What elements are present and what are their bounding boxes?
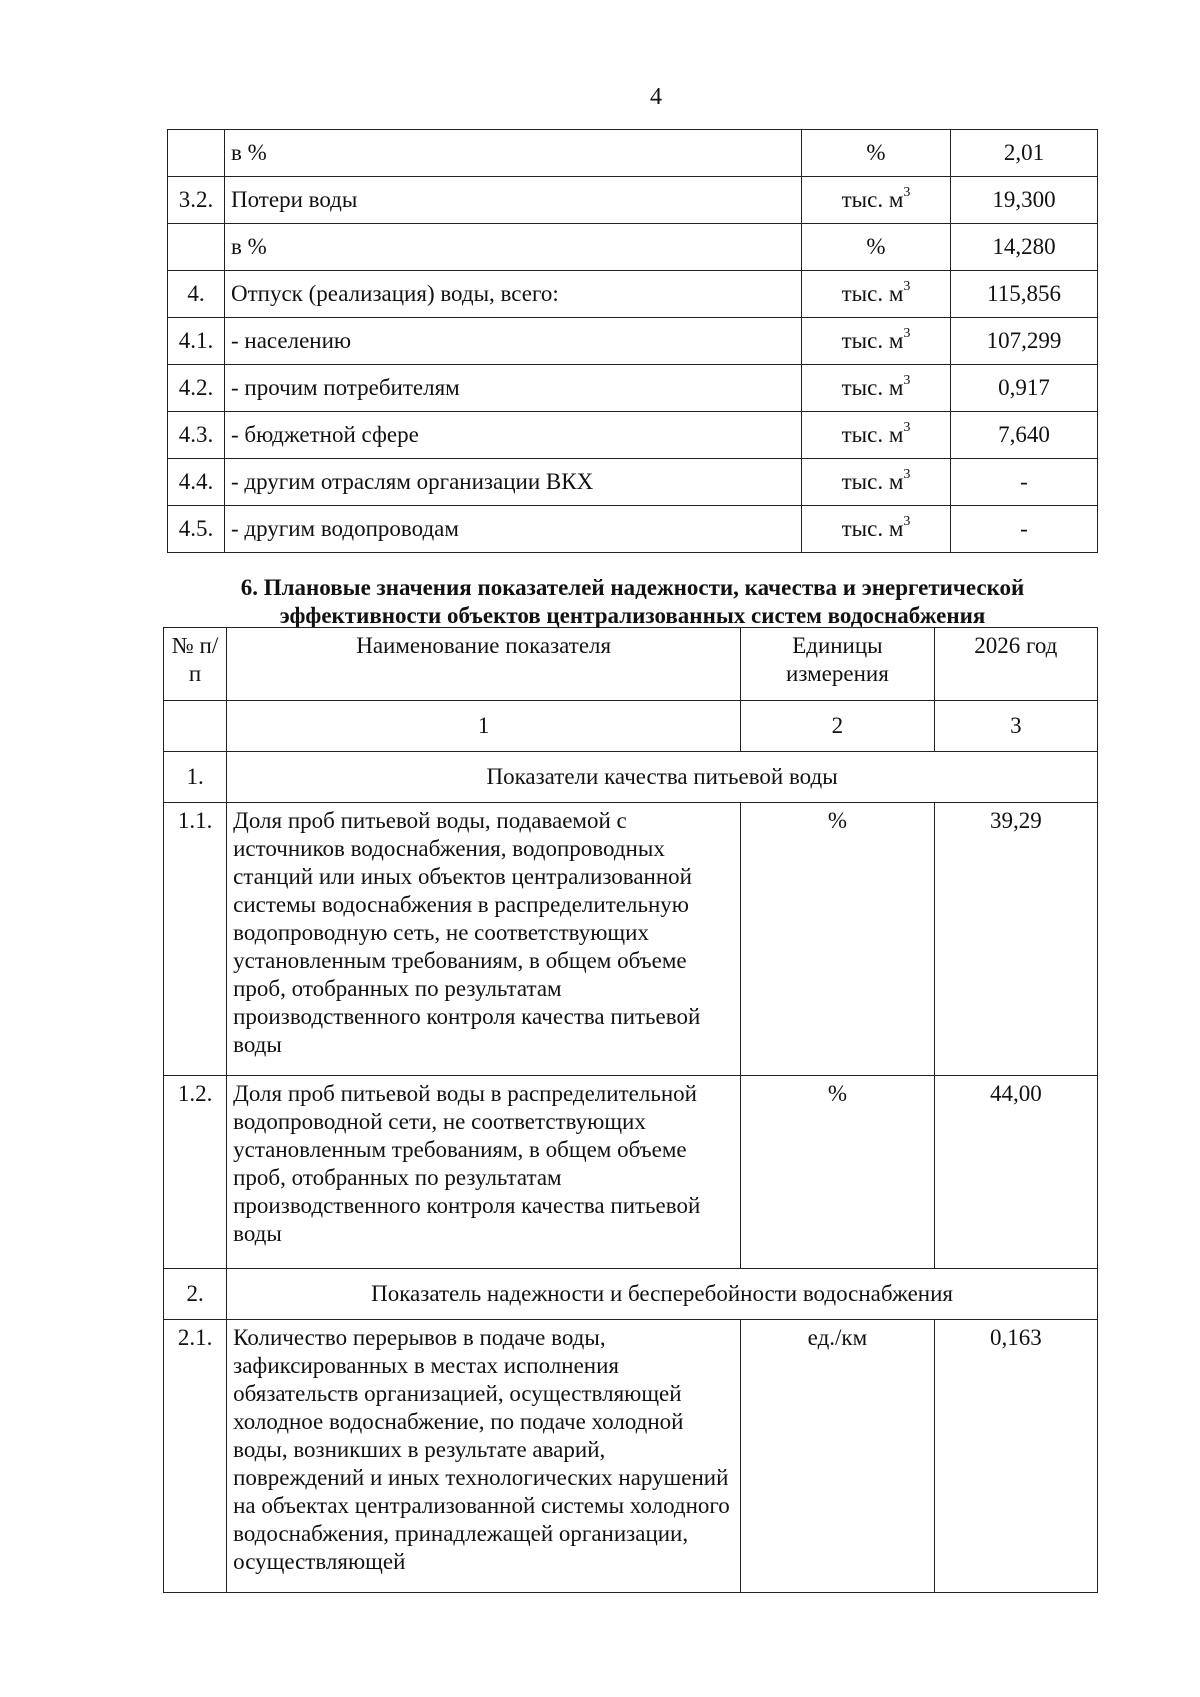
- row-value: 107,299: [951, 318, 1098, 365]
- table-row: [168, 224, 1098, 271]
- row-unit: [802, 506, 951, 553]
- page-number: 4: [650, 84, 662, 110]
- row-value: 0,163: [934, 1320, 1097, 1593]
- row-name: - другим отраслям организации ВКХ: [225, 459, 802, 506]
- row-unit: %: [741, 1076, 934, 1269]
- row-unit: [802, 459, 951, 506]
- row-value: 14,280: [951, 224, 1098, 271]
- row-value: 19,300: [951, 177, 1098, 224]
- table-row: [168, 412, 1098, 459]
- unit-superscript: 3: [903, 185, 911, 201]
- index-cell: [164, 701, 227, 752]
- table-row: [164, 1320, 1098, 1593]
- unit-text: тыс. м: [841, 469, 904, 494]
- indicators-table: [163, 627, 1098, 1593]
- section-title: [167, 574, 1098, 630]
- table-row: [168, 130, 1098, 177]
- row-name: - населению: [225, 318, 802, 365]
- header-num: № п/п: [164, 628, 227, 701]
- header-unit: Единицы измерения: [741, 628, 934, 701]
- row-name: Потери воды: [225, 177, 802, 224]
- table-row: [168, 318, 1098, 365]
- row-name: в %: [225, 130, 802, 177]
- table-row: [168, 271, 1098, 318]
- group-num: 1.: [164, 752, 227, 803]
- index-cell: 1: [227, 701, 741, 752]
- section-title-line-2: эффективности объектов централизованных систем водоснабжения: [279, 603, 986, 628]
- unit-text: тыс. м: [841, 375, 904, 400]
- unit-superscript: 3: [903, 326, 911, 342]
- index-cell: 2: [741, 701, 934, 752]
- unit-text: тыс. м: [841, 187, 904, 212]
- row-value: 115,856: [951, 271, 1098, 318]
- row-value: -: [951, 459, 1098, 506]
- row-num: 1.1.: [164, 803, 227, 1076]
- header-row: [164, 628, 1098, 701]
- row-name: - бюджетной сфере: [225, 412, 802, 459]
- row-name: - другим водопроводам: [225, 506, 802, 553]
- unit-superscript: 3: [903, 467, 911, 483]
- row-num: [168, 130, 225, 177]
- row-name: Количество перерывов в подаче воды, зафиксированных в местах исполнения обязательств организацией, осуществляющей холодное водоснабжение, по подаче холодной воды, возникших в результате аварий, повреждений и иных технологических нарушений на объектах централизованной системы холодного водоснабжения, принадлежащей организации, осуществляющей: [227, 1320, 741, 1593]
- row-value: 2,01: [951, 130, 1098, 177]
- index-cell: 3: [934, 701, 1097, 752]
- row-unit: [802, 271, 951, 318]
- row-name: Доля проб питьевой воды, подаваемой с источников водоснабжения, водопроводных станций или иных объектов централизованной системы водоснабжения в распределительную водопроводную сеть, не соответствующих установленным требованиям, в общем объеме проб, отобранных по результатам производственного контроля качества питьевой воды: [227, 803, 741, 1076]
- row-unit: [802, 177, 951, 224]
- row-name: в %: [225, 224, 802, 271]
- row-num: 4.4.: [168, 459, 225, 506]
- row-unit: [802, 365, 951, 412]
- row-unit: [802, 130, 951, 177]
- row-unit: ед./км: [741, 1320, 934, 1593]
- row-num: 4.2.: [168, 365, 225, 412]
- row-num: 1.2.: [164, 1076, 227, 1269]
- header-name: Наименование показателя: [227, 628, 741, 701]
- row-value: -: [951, 506, 1098, 553]
- table-row: [168, 506, 1098, 553]
- unit-text: тыс. м: [841, 516, 904, 541]
- group-row-reliability: [164, 1269, 1098, 1320]
- row-unit: [802, 318, 951, 365]
- row-num: [168, 224, 225, 271]
- table-row: [168, 177, 1098, 224]
- unit-text: тыс. м: [841, 422, 904, 447]
- row-value: 0,917: [951, 365, 1098, 412]
- unit-text: %: [866, 140, 886, 165]
- row-name: - прочим потребителям: [225, 365, 802, 412]
- row-num: 2.1.: [164, 1320, 227, 1593]
- unit-text: тыс. м: [841, 328, 904, 353]
- unit-superscript: 3: [903, 373, 911, 389]
- row-num: 4.3.: [168, 412, 225, 459]
- table-row: [164, 1076, 1098, 1269]
- group-row-quality: [164, 752, 1098, 803]
- row-num: 4.5.: [168, 506, 225, 553]
- group-title: Показатель надежности и бесперебойности водоснабжения: [227, 1269, 1098, 1320]
- unit-superscript: 3: [903, 514, 911, 530]
- group-title: Показатели качества питьевой воды: [227, 752, 1098, 803]
- table-row: [168, 365, 1098, 412]
- row-unit: %: [741, 803, 934, 1076]
- row-num: 4.: [168, 271, 225, 318]
- row-name: Отпуск (реализация) воды, всего:: [225, 271, 802, 318]
- row-num: 3.2.: [168, 177, 225, 224]
- row-name: Доля проб питьевой воды в распределительной водопроводной сети, не соответствующих установленным требованиям, в общем объеме проб, отобранных по результатам производственного контроля качества питьевой воды: [227, 1076, 741, 1269]
- row-value: 39,29: [934, 803, 1097, 1076]
- index-row: [164, 701, 1098, 752]
- row-unit: [802, 412, 951, 459]
- unit-text: тыс. м: [841, 281, 904, 306]
- row-value: 44,00: [934, 1076, 1097, 1269]
- section-title-line-1: 6. Плановые значения показателей надежности, качества и энергетической: [240, 575, 1025, 600]
- row-value: 7,640: [951, 412, 1098, 459]
- unit-superscript: 3: [903, 279, 911, 295]
- header-year: 2026 год: [934, 628, 1097, 701]
- group-num: 2.: [164, 1269, 227, 1320]
- unit-text: %: [866, 234, 886, 259]
- row-unit: [802, 224, 951, 271]
- row-num: 4.1.: [168, 318, 225, 365]
- supply-balance-table: [167, 129, 1098, 553]
- table-row: [164, 803, 1098, 1076]
- table-row: [168, 459, 1098, 506]
- unit-superscript: 3: [903, 420, 911, 436]
